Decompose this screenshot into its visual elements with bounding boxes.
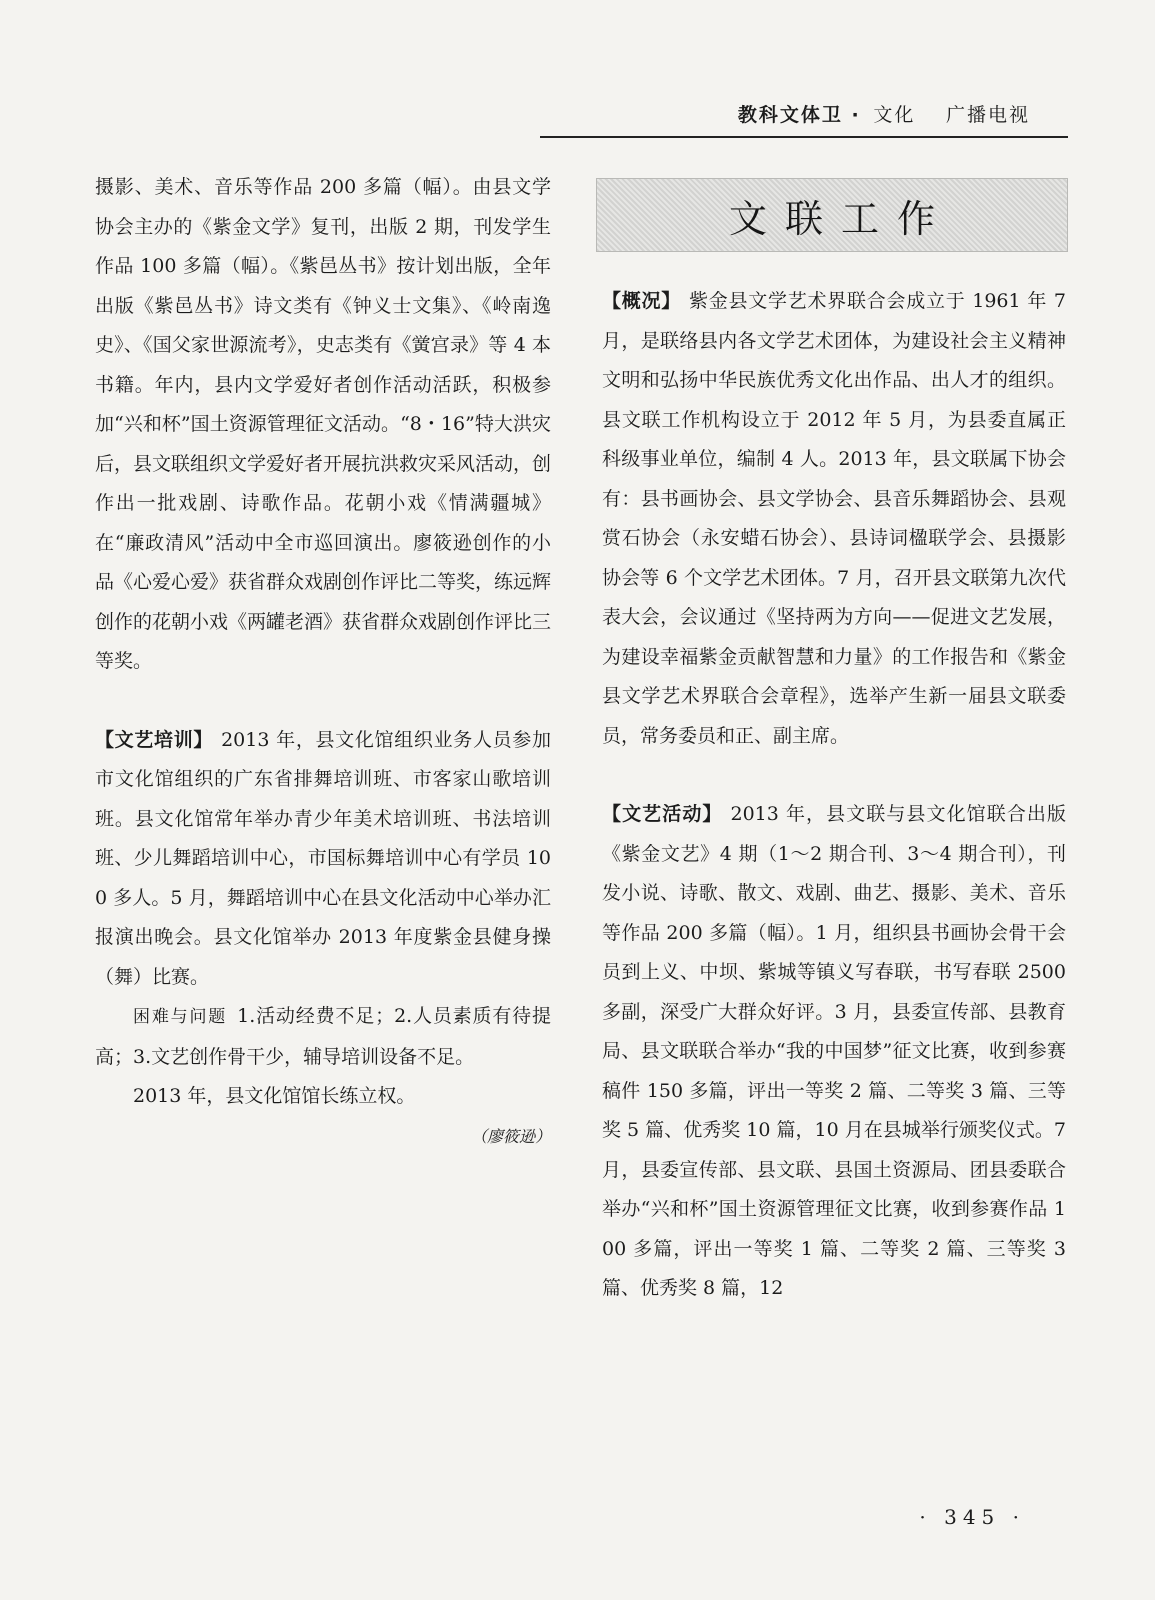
left-column <box>95 168 551 1153</box>
overview-text: 紫金县文学艺术界联合会成立于 1961 年 7 月，是联络县内各文学艺术团体，为建设社会主义精神文明和弘扬中华民族优秀文化出作品、出人才的组织。县文联工作机构设立于 2012 年 5 月，为县委直属正科级事业单位，编制 4 人。2013 年，县文联属下协会有：县书画协会、县文学协会、县音乐舞蹈协会、县观赏石协会（永安蜡石协会）、县诗词楹联学会、县摄影协会等 6 个文学艺术团体。7 月，召开县文联第九次代表大会，会议通过《坚持两为方向——促进文艺发展，为建设幸福紫金贡献智慧和力量》的工作报告和《紫金县文学艺术界联合会章程》，选举产生新一届县文联委员，常务委员和正、副主席。 <box>602 290 1066 747</box>
header-rule <box>540 136 1068 138</box>
right-column <box>602 282 1066 1309</box>
problem-text: 1.活动经费不足；2.人员素质有待提高；3.文艺创作骨干少，辅导培训设备不足。 <box>95 1005 551 1068</box>
training-text: 2013 年，县文化馆组织业务人员参加市文化馆组织的广东省排舞培训班、市客家山歌培训班。县文化馆常年举办青少年美术培训班、书法培训班、少儿舞蹈培训中心，市国标舞培训中心有学员 100 多人。5 月，舞蹈培训中心在县文化活动中心举办汇报演出晚会。县文化馆举办 2013 年度紫金县健身操（舞）比赛。 <box>95 728 551 988</box>
overview-tag: 【概况】 <box>602 290 681 312</box>
header-dot: · <box>851 104 861 126</box>
header-subsection-2: 广播电视 <box>945 104 1030 126</box>
author-signature: （廖筱逊） <box>470 1126 551 1146</box>
training-paragraph <box>95 721 551 998</box>
section-title-box <box>596 178 1068 252</box>
activity-tag: 【文艺活动】 <box>602 803 723 825</box>
page-number: · 345 · <box>919 1505 1025 1529</box>
training-tag: 【文艺培训】 <box>95 728 214 751</box>
activity-paragraph <box>602 795 1066 1309</box>
running-header <box>738 100 1030 127</box>
overview-paragraph <box>602 282 1066 756</box>
problem-label: 困难与问题 <box>133 1007 228 1027</box>
activity-text: 2013 年，县文联与县文化馆联合出版《紫金文艺》4 期（1～2 期合刊、3～4 期合刊），刊发小说、诗歌、散文、戏剧、曲艺、摄影、美术、音乐等作品 200 多篇（幅）。1 月，组织县书画协会骨干会员到上义、中坝、紫城等镇义写春联，书写春联 2500 多副，深受广大群众好评。3 月，县委宣传部、县教育局、县文联联合举办“我的中国梦”征文比赛，收到参赛稿件 150 多篇，评出一等奖 2 篇、二等奖 3 篇、三等奖 5 篇、优秀奖 10 篇，10 月在县城举行颁奖仪式。7 月，县委宣传部、县文联、县国土资源局、团县委联合举办“兴和杯”国土资源管理征文比赛，收到参赛作品 100 多篇，评出一等奖 1 篇、二等奖 2 篇、三等奖 3 篇、优秀奖 8 篇，12 <box>602 803 1066 1299</box>
problem-paragraph <box>95 997 551 1077</box>
section-title: 文联工作 <box>728 196 953 241</box>
header-subsection: 文化 <box>873 104 916 126</box>
left-paragraph-1: 摄影、美术、音乐等作品 200 多篇（幅）。由县文学协会主办的《紫金文学》复刊，出版 2 期，刊发学生作品 100 多篇（幅）。《紫邑丛书》按计划出版，全年出版《紫邑丛书》诗文类有《钟义士文集》、《岭南逸史》、《国父家世源流考》，史志类有《黉宫录》等 4 本书籍。年内，县内文学爱好者创作活动活跃，积极参加“兴和杯”国土资源管理征文活动。“8・16”特大洪灾后，县文联组织文学爱好者开展抗洪救灾采风活动，创作出一批戏剧、诗歌作品。花朝小戏《情满疆城》在“廉政清风”活动中全市巡回演出。廖筱逊创作的小品《心爱心爱》获省群众戏剧创作评比二等奖，练远辉创作的花朝小戏《两罐老酒》获省群众戏剧创作评比三等奖。 <box>95 176 552 672</box>
header-section: 教科文体卫 <box>737 104 843 126</box>
director-paragraph: 2013 年，县文化馆馆长练立权。 <box>133 1085 416 1107</box>
